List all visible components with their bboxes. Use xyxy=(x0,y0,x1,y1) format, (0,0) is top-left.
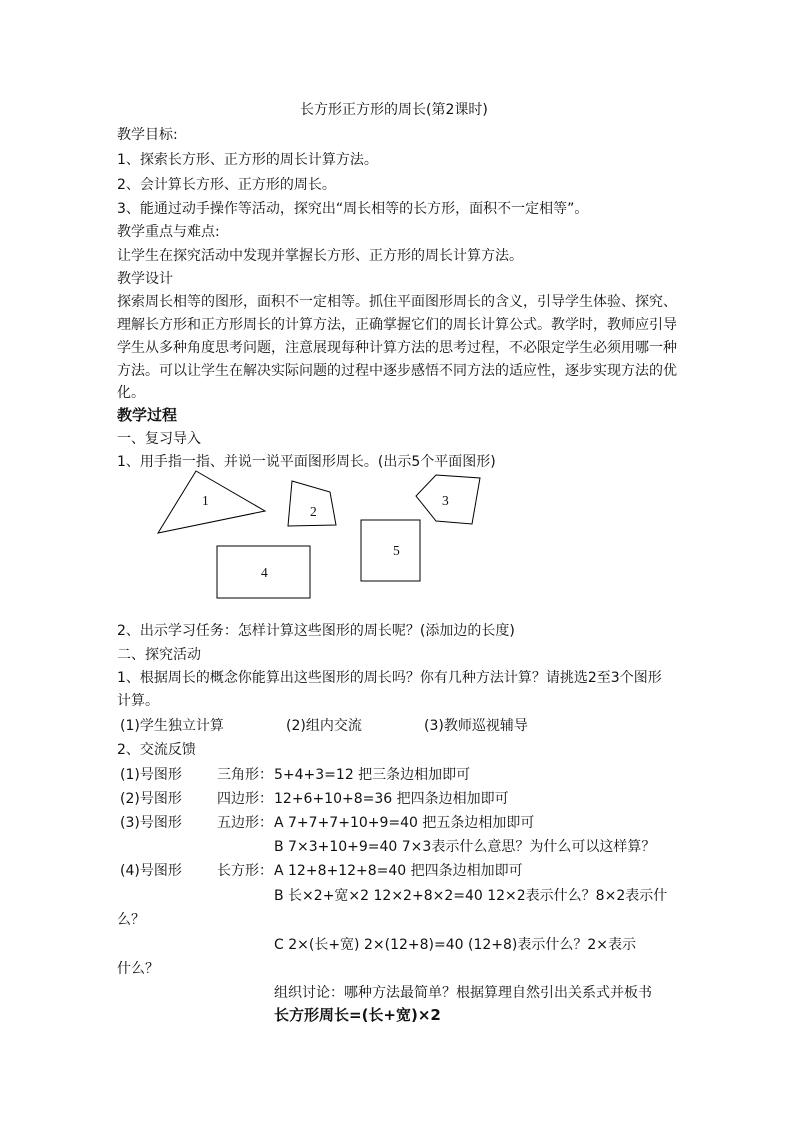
row-3-num: (3)号图形 xyxy=(120,815,182,831)
row-4-method-b-line-2: 么？ xyxy=(117,912,145,928)
shape-label-1: 1 xyxy=(202,493,209,508)
review-item-1: 1、用手指一指、并说一说平面图形周长。(出示5个平面图形) xyxy=(117,454,496,470)
row-3-shape: 五边形： xyxy=(217,815,273,831)
step-2: (2)组内交流 xyxy=(286,718,362,734)
row-2-num: (2)号图形 xyxy=(120,791,182,807)
objective-item-3: 3、能通过动手操作等活动，探究出“周长相等的长方形，面积不一定相等”。 xyxy=(117,201,589,217)
design-line-2: 理解长方形和正方形周长的计算方法，正确掌握它们的周长计算公式。教学时，教师应引导 xyxy=(117,317,677,333)
objective-item-1: 1、探索长方形、正方形的周长计算方法。 xyxy=(117,152,378,168)
row-4-method-c-line-1: C 2×(长+宽) 2×(12+8)=40 (12+8)表示什么？2×表示 xyxy=(274,937,636,953)
row-4-method: A 12+8+12+8=40 把四条边相加即可 xyxy=(274,863,523,879)
design-line-1: 探索周长相等的图形，面积不一定相等。抓住平面图形周长的含义，引导学生体验、探究、 xyxy=(117,294,677,310)
row-1-method: 5+4+3=12 把三条边相加即可 xyxy=(274,767,471,783)
shape-label-3: 3 xyxy=(442,493,449,508)
design-line-3: 学生从多种角度思考问题，注意展现每种计算方法的思考过程，不必限定学生必须用哪一种 xyxy=(117,340,677,356)
row-4-shape: 长方形： xyxy=(217,863,273,879)
page-title: 长方形正方形的周长(第2课时) xyxy=(300,102,488,118)
discussion-text: 组织讨论：哪种方法最简单？根据算理自然引出关系式并板书 xyxy=(274,985,652,1001)
row-2-method: 12+6+10+8=36 把四条边相加即可 xyxy=(274,791,509,807)
step-1: (1)学生独立计算 xyxy=(120,718,224,734)
explore-item-1-line-1: 1、根据周长的概念你能算出这些图形的周长吗？你有几种方法计算？请挑选2至3个图形 xyxy=(117,670,662,686)
formula-text: 长方形周长=(长+宽)×2 xyxy=(274,1006,441,1024)
design-line-4: 方法。可以让学生在解决实际问题的过程中逐步感悟不同方法的适应性，逐步实现方法的优 xyxy=(117,363,677,379)
row-3-method-b: B 7×3+10+9=40 7×3表示什么意思？为什么可以这样算？ xyxy=(274,839,656,855)
design-heading: 教学设计 xyxy=(117,271,173,287)
feedback-heading: 2、交流反馈 xyxy=(117,742,196,758)
process-heading: 教学过程 xyxy=(117,406,178,424)
shape-label-4: 4 xyxy=(261,565,268,580)
square-shape-5 xyxy=(361,520,420,581)
review-heading: 一、复习导入 xyxy=(117,431,201,447)
row-4-method-c-line-2: 什么？ xyxy=(117,961,159,977)
step-3: (3)教师巡视辅导 xyxy=(424,718,528,734)
row-2-shape: 四边形： xyxy=(217,791,273,807)
shape-label-2: 2 xyxy=(310,504,317,519)
triangle-shape-1 xyxy=(158,471,265,533)
review-item-2: 2、出示学习任务：怎样计算这些图形的周长呢？(添加边的长度) xyxy=(117,623,515,639)
design-line-5: 化。 xyxy=(117,385,145,401)
shape-label-5: 5 xyxy=(393,543,400,558)
row-1-shape: 三角形： xyxy=(217,767,273,783)
explore-item-1-line-2: 计算。 xyxy=(117,693,159,709)
objectives-heading: 教学目标: xyxy=(117,127,178,143)
key-points-text: 让学生在探究活动中发现并掌握长方形、正方形的周长计算方法。 xyxy=(117,248,523,264)
row-4-method-b-line-1: B 长×2+宽×2 12×2+8×2=40 12×2表示什么？8×2表示什 xyxy=(274,888,668,904)
key-points-heading: 教学重点与难点: xyxy=(117,224,220,240)
explore-heading: 二、探究活动 xyxy=(117,647,201,663)
objective-item-2: 2、会计算长方形、正方形的周长。 xyxy=(117,177,336,193)
row-1-num: (1)号图形 xyxy=(120,767,182,783)
row-3-method: A 7+7+7+10+9=40 把五条边相加即可 xyxy=(274,815,535,831)
row-4-num: (4)号图形 xyxy=(120,863,182,879)
